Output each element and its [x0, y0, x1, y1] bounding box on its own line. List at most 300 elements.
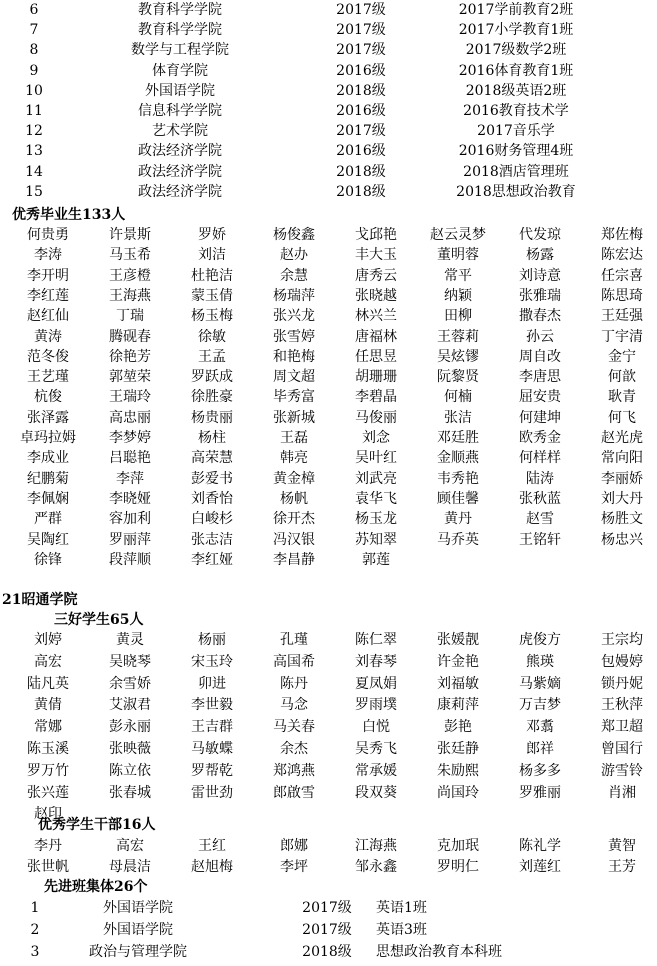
graduate-name: 唐福林: [355, 328, 397, 345]
graduate-name: 何楠: [444, 389, 472, 406]
cell-college: 政法经济学院: [138, 163, 222, 180]
graduate-name: 丁宇清: [601, 328, 643, 345]
advanced-class-row: [0, 920, 657, 940]
merit-student-name: 郑卫超: [601, 719, 643, 736]
graduate-name: 罗跃成: [191, 369, 233, 386]
cell-no: 14: [25, 163, 43, 180]
graduate-name: 吕聪艳: [109, 450, 151, 467]
merit-student-name: 康莉萍: [437, 697, 479, 714]
graduate-name: 何建坤: [519, 409, 561, 426]
graduate-name: 纪鹏菊: [27, 470, 69, 487]
graduate-name: 刘念: [362, 430, 390, 446]
graduate-name-row: [0, 327, 657, 347]
merit-student-name: 宋玉玲: [191, 653, 233, 670]
graduate-name: 孙云: [526, 328, 554, 345]
graduate-name: 刘武亮: [355, 470, 397, 487]
graduate-name: 李红莲: [27, 287, 69, 304]
merit-student-name: 张春城: [109, 784, 151, 801]
cell-class: 英语1班: [376, 900, 427, 916]
graduate-name: 陈思琦: [601, 287, 643, 304]
merit-student-name: 邓翥: [526, 719, 554, 736]
merit-student-name: 黄灵: [116, 632, 144, 648]
merit-student-name: 吴秀飞: [355, 741, 397, 757]
graduate-name: 白峻杉: [191, 511, 233, 528]
graduate-name: 陆涛: [526, 470, 554, 487]
cell-grade: 2016级: [336, 62, 386, 79]
graduate-name: 王廷强: [601, 308, 643, 325]
graduate-name: 袁华飞: [355, 490, 397, 507]
merit-student-name-row: [0, 717, 657, 737]
cell-no: 12: [25, 123, 43, 140]
cell-grade: 2017级: [336, 42, 386, 59]
graduate-name: 周自改: [519, 348, 561, 365]
advanced-class-row: [0, 942, 657, 962]
graduate-name: 何贵勇: [27, 227, 69, 243]
graduate-name-row: [0, 448, 657, 468]
graduate-name: 杭俊: [34, 389, 62, 406]
graduate-name: 张秋蓝: [519, 490, 561, 507]
graduate-name: 王磊: [280, 430, 308, 446]
graduate-name: 撒春杰: [519, 308, 561, 325]
graduate-name: 杜艳洁: [191, 267, 233, 284]
graduate-name: 张雅瑞: [519, 287, 561, 304]
graduate-name: 顾佳馨: [437, 490, 479, 507]
merit-student-name: 曾国行: [601, 741, 643, 757]
graduate-name: 李萍: [116, 470, 144, 487]
cell-no: 11: [25, 103, 43, 119]
award-class-row: [0, 101, 657, 121]
graduate-name: 徐开杰: [273, 511, 315, 528]
cell-class: 2016财务管理4班: [458, 143, 574, 160]
graduate-name: 杨玉龙: [355, 511, 397, 528]
graduate-name: 徐胜豪: [191, 389, 233, 406]
graduate-name: 丰大玉: [355, 247, 397, 264]
cell-no: 10: [25, 82, 43, 99]
merit-student-name: 马敏蝶: [191, 741, 233, 757]
cell-class: 2018级英语2班: [465, 82, 567, 99]
graduate-name-row: [0, 469, 657, 489]
graduate-name: 刘洁: [198, 247, 226, 264]
cell-no: 15: [25, 183, 43, 200]
cell-no: 6: [29, 2, 39, 18]
graduate-name-row: [0, 367, 657, 387]
merit-student-name: 夏凤娟: [355, 675, 397, 692]
cell-grade: 2017级: [336, 2, 386, 18]
graduate-name: 常平: [444, 267, 472, 284]
graduate-name: 吴叶红: [355, 450, 397, 467]
cell-college: 教育科学学院: [138, 22, 222, 39]
merit-student-name-row: [0, 630, 657, 650]
merit-student-name: 段双葵: [355, 784, 397, 801]
cell-grade: 2017级: [302, 922, 352, 938]
cell-class: 思想政治教育本科班: [376, 944, 502, 960]
merit-student-name: 罗帮乾: [191, 762, 233, 779]
graduate-name: 许景斯: [109, 227, 151, 243]
merit-student-name: 郎祥: [526, 741, 554, 757]
merit-student-name: 许金艳: [437, 653, 479, 670]
graduate-name: 余慧: [280, 267, 308, 284]
merit-student-name: 彭永丽: [109, 719, 151, 736]
graduate-name: 罗丽萍: [109, 531, 151, 548]
graduate-name: 王海燕: [109, 287, 151, 304]
cell-class: 英语3班: [376, 922, 427, 938]
advanced-class-row: [0, 898, 657, 918]
merit-student-name: 卯进: [198, 675, 226, 692]
merit-student-name: 李世毅: [191, 697, 233, 714]
merit-student-name: 张兴莲: [27, 784, 69, 801]
graduate-name: 任宗喜: [601, 267, 643, 284]
cadre-name: 郎娜: [280, 838, 308, 854]
award-class-row: [0, 0, 657, 20]
cell-no: 7: [29, 22, 39, 39]
graduate-name: 和艳梅: [273, 348, 315, 365]
graduate-name: 王铭轩: [519, 531, 561, 548]
merit-student-name: 王吉群: [191, 719, 233, 736]
graduate-name: 欧秀金: [519, 430, 561, 446]
graduate-name-row: [0, 245, 657, 265]
merit-student-name: 陈立依: [109, 762, 151, 779]
graduate-name: 阮黎贤: [437, 369, 479, 386]
merit-student-name: 万吉梦: [519, 697, 561, 714]
graduate-name: 代发琼: [519, 227, 561, 243]
cell-grade: 2016级: [336, 103, 386, 119]
graduate-name: 赵雪: [526, 511, 554, 528]
cell-no: 1: [30, 900, 40, 916]
merit-student-name: 肖湘: [608, 784, 636, 801]
merit-student-name: 陈玉溪: [27, 741, 69, 757]
graduate-name: 李丽娇: [601, 470, 643, 487]
cell-grade: 2016级: [336, 143, 386, 160]
cell-no: 2: [30, 922, 40, 938]
graduate-name: 耿青: [608, 389, 636, 406]
cell-grade: 2017级: [302, 900, 352, 916]
cadre-heading: 优秀学生干部16人: [38, 817, 156, 833]
cell-class: 2017学前教育2班: [458, 2, 574, 18]
graduate-name: 王艺瑾: [27, 369, 69, 386]
award-class-row: [0, 20, 657, 40]
merit-student-name-row: [0, 739, 657, 759]
merit-student-name: 包嫚婷: [601, 653, 643, 670]
graduate-name: 杨忠兴: [601, 531, 643, 548]
graduate-name: 张兴龙: [273, 308, 315, 325]
graduate-name: 徐敏: [198, 328, 226, 345]
merit-student-name: 锁丹妮: [601, 675, 643, 692]
graduate-name: 刘香怡: [191, 490, 233, 507]
graduate-name: 蒙玉倩: [191, 287, 233, 304]
merit-student-name-row: [0, 695, 657, 715]
graduate-name: 屈安贵: [519, 389, 561, 406]
graduate-name: 段萍顺: [109, 551, 151, 568]
graduate-name-row: [0, 387, 657, 407]
graduate-name: 王瑞玲: [109, 389, 151, 406]
graduate-name: 郭莲: [362, 551, 390, 568]
cadre-name-row: [0, 857, 657, 877]
merit-student-name: 张廷静: [437, 741, 479, 757]
graduate-name: 李唐思: [519, 369, 561, 386]
cadre-name: 李坪: [280, 858, 308, 875]
graduate-name: 丁瑞: [116, 308, 144, 325]
graduate-name-row: [0, 225, 657, 245]
merit-student-name: 刘福敏: [437, 675, 479, 692]
graduate-name: 冯汉银: [273, 531, 315, 548]
graduate-name: 徐艳芳: [109, 348, 151, 365]
graduate-name-row: [0, 266, 657, 286]
graduate-name: 杨柱: [198, 430, 226, 446]
graduate-name-row: [0, 509, 657, 529]
graduate-name: 郑佐梅: [601, 227, 643, 243]
cadre-name: 王芳: [608, 858, 636, 875]
graduate-name: 张洁: [444, 409, 472, 426]
graduate-name-row: [0, 408, 657, 428]
cell-college: 政法经济学院: [138, 183, 222, 200]
graduate-name: 陈宏达: [601, 247, 643, 264]
merit-student-name: 朱励熙: [437, 762, 479, 779]
graduate-name: 容加利: [109, 511, 151, 528]
graduate-name: 彭爱书: [191, 470, 233, 487]
graduate-name-row: [0, 489, 657, 509]
merit-student-name: 黄倩: [34, 697, 62, 714]
merit-student-name: 郑鸿燕: [273, 762, 315, 779]
cadre-name: 罗明仁: [437, 858, 479, 875]
cell-college: 艺术学院: [152, 123, 208, 140]
graduate-name: 李晓娅: [109, 490, 151, 507]
graduate-name: 张泽露: [27, 409, 69, 426]
merit-student-name: 白悦: [362, 719, 390, 736]
cadre-name: 陈礼学: [519, 838, 561, 854]
graduate-name: 邓廷胜: [437, 430, 479, 446]
graduate-name: 苏知翠: [355, 531, 397, 548]
graduate-name: 黄金樟: [273, 470, 315, 487]
merit-student-name: 罗雅丽: [519, 784, 561, 801]
cadre-name: 黄智: [608, 838, 636, 854]
merit-student-name: 张媛靓: [437, 632, 479, 648]
cell-no: 3: [30, 944, 40, 960]
graduate-name: 卓玛拉姆: [20, 430, 76, 446]
graduate-name: 罗娇: [198, 227, 226, 243]
merit-student-name: 常承媛: [355, 762, 397, 779]
cell-college: 信息科学学院: [138, 103, 222, 119]
graduate-name: 李梦婷: [109, 430, 151, 446]
cell-college: 政治与管理学院: [89, 944, 187, 960]
cell-class: 2016体育教育1班: [458, 62, 574, 79]
merit-student-name: 马念: [280, 697, 308, 714]
graduate-name: 吴炫镠: [437, 348, 479, 365]
award-class-row: [0, 81, 657, 101]
merit-student-name: 杨多多: [519, 762, 561, 779]
graduate-name: 王蓉莉: [437, 328, 479, 345]
graduate-name: 范冬俊: [27, 348, 69, 365]
graduate-name: 周文超: [273, 369, 315, 386]
graduate-name: 毕秀富: [273, 389, 315, 406]
merit-student-name: 余杰: [280, 741, 308, 757]
graduate-name: 杨玉梅: [191, 308, 233, 325]
cell-class: 2017音乐学: [477, 123, 555, 140]
graduate-name: 徐锋: [34, 551, 62, 568]
merit-heading: 三好学生65人: [54, 612, 144, 628]
merit-student-name: 刘婷: [34, 632, 62, 648]
merit-student-name: 郎啟雪: [273, 784, 315, 801]
graduate-name: 杨贵丽: [191, 409, 233, 426]
cadre-name-row: [0, 836, 657, 856]
cell-college: 教育科学学院: [138, 2, 222, 18]
merit-student-name: 尚国玲: [437, 784, 479, 801]
merit-student-name: 高国希: [273, 653, 315, 670]
graduate-name: 赵办: [280, 247, 308, 264]
graduate-name: 严群: [34, 511, 62, 528]
graduate-name: 杨俊鑫: [273, 227, 315, 243]
graduate-name: 马乔英: [437, 531, 479, 548]
merit-student-name: 罗万竹: [27, 762, 69, 779]
cadre-name: 邹永鑫: [355, 858, 397, 875]
cell-class: 2016教育技术学: [463, 103, 569, 119]
cell-college: 外国语学院: [103, 900, 173, 916]
graduate-name-row: [0, 550, 657, 570]
merit-student-name: 赵印: [34, 806, 62, 823]
merit-student-name: 吴晓琴: [109, 653, 151, 670]
graduate-name: 金顺燕: [437, 450, 479, 467]
merit-student-name-row: [0, 674, 657, 694]
cell-grade: 2018级: [336, 183, 386, 200]
graduate-name: 郭堃荣: [109, 369, 151, 386]
merit-student-name: 杨丽: [198, 632, 226, 648]
merit-student-name: 孔瑾: [280, 632, 308, 648]
graduate-name-row: [0, 347, 657, 367]
cell-grade: 2018级: [336, 163, 386, 180]
graduate-name: 赵光虎: [601, 430, 643, 446]
award-class-row: [0, 61, 657, 81]
cell-college: 数学与工程学院: [131, 42, 229, 59]
graduate-name: 刘诗意: [519, 267, 561, 284]
award-class-row: [0, 182, 657, 202]
graduate-name: 赵云灵梦: [430, 227, 486, 243]
cadre-name: 母晨洁: [109, 858, 151, 875]
merit-student-name: 陆凡英: [27, 675, 69, 692]
graduate-name: 田柳: [444, 308, 472, 325]
merit-student-name-row: [0, 652, 657, 672]
graduate-name: 戈邱艳: [355, 227, 397, 243]
college-heading: 21昭通学院: [2, 592, 78, 608]
graduates-heading: 优秀毕业生133人: [12, 207, 126, 223]
graduate-name: 杨胜文: [601, 511, 643, 528]
cell-class: 2017级数学2班: [465, 42, 567, 59]
graduate-name: 杨瑞萍: [273, 287, 315, 304]
cadre-name: 刘莲红: [519, 858, 561, 875]
graduate-name: 张晓越: [355, 287, 397, 304]
graduate-name: 金宁: [608, 348, 636, 365]
graduate-name: 林兴兰: [355, 308, 397, 325]
merit-student-name: 刘春琴: [355, 653, 397, 670]
graduate-name: 黄丹: [444, 511, 472, 528]
graduate-name: 李昌静: [273, 551, 315, 568]
merit-student-name: 罗雨墣: [355, 697, 397, 714]
cadre-name: 赵旭梅: [191, 858, 233, 875]
graduate-name: 纳颖: [444, 287, 472, 304]
cadre-name: 张世帆: [27, 858, 69, 875]
cell-class: 2018酒店管理班: [463, 163, 569, 180]
graduate-name: 黄涛: [34, 328, 62, 345]
graduate-name: 何样样: [519, 450, 561, 467]
cadre-name: 王红: [198, 838, 226, 854]
graduate-name: 马玉希: [109, 247, 151, 264]
graduate-name: 杨帆: [280, 490, 308, 507]
graduate-name: 马俊丽: [355, 409, 397, 426]
cadre-name: 江海燕: [355, 838, 397, 854]
merit-student-name: 雷世劲: [191, 784, 233, 801]
merit-student-name: 艾淑君: [109, 697, 151, 714]
merit-student-name: 游雪铃: [601, 762, 643, 779]
merit-student-name: 常娜: [34, 719, 62, 736]
graduate-name: 韦秀艳: [437, 470, 479, 487]
merit-student-name: 王宗均: [601, 632, 643, 648]
graduate-name-row: [0, 530, 657, 550]
cell-no: 13: [25, 143, 43, 160]
graduate-name: 李开明: [27, 267, 69, 284]
award-class-row: [0, 141, 657, 161]
cell-grade: 2017级: [336, 22, 386, 39]
cell-college: 政法经济学院: [138, 143, 222, 160]
graduate-name: 李涛: [34, 247, 62, 264]
merit-student-name: 张映薇: [109, 741, 151, 757]
graduate-name: 王孟: [198, 348, 226, 365]
graduate-name: 何飞: [608, 409, 636, 426]
graduate-name: 张新城: [273, 409, 315, 426]
award-class-row: [0, 162, 657, 182]
graduate-name: 赵红仙: [27, 308, 69, 325]
merit-student-name: 马关春: [273, 719, 315, 736]
advanced-class-heading: 先进班集体26个: [44, 879, 148, 895]
cell-college: 体育学院: [152, 62, 208, 79]
graduate-name: 张雪婷: [273, 328, 315, 345]
merit-student-name-row: [0, 783, 657, 803]
cadre-name: 克加珉: [437, 838, 479, 854]
cell-grade: 2018级: [302, 944, 352, 960]
graduate-name: 董明蓉: [437, 247, 479, 264]
graduate-name: 高荣慧: [191, 450, 233, 467]
cell-grade: 2018级: [336, 82, 386, 99]
graduate-name: 杨露: [526, 247, 554, 264]
merit-student-name: 陈丹: [280, 675, 308, 692]
graduate-name: 常向阳: [601, 450, 643, 467]
graduate-name: 任思昱: [355, 348, 397, 365]
merit-student-name: 熊瑛: [526, 653, 554, 670]
cell-no: 8: [29, 42, 39, 59]
award-class-row: [0, 40, 657, 60]
graduate-name: 腾砚春: [109, 328, 151, 345]
graduate-name: 刘大丹: [601, 490, 643, 507]
merit-student-name: 彭艳: [444, 719, 472, 736]
graduate-name: 韩亮: [280, 450, 308, 467]
graduate-name: 高忠丽: [109, 409, 151, 426]
cell-college: 外国语学院: [103, 922, 173, 938]
graduate-name: 胡珊珊: [355, 369, 397, 386]
graduate-name: 张志洁: [191, 531, 233, 548]
cell-class: 2017小学教育1班: [458, 22, 574, 39]
merit-student-name: 虎俊方: [519, 632, 561, 648]
graduate-name: 王彦橙: [109, 267, 151, 284]
graduate-name-row: [0, 286, 657, 306]
cell-college: 外国语学院: [145, 82, 215, 99]
graduate-name: 吴陶红: [27, 531, 69, 548]
graduate-name: 唐秀云: [355, 267, 397, 284]
cell-class: 2018思想政治教育: [456, 183, 576, 200]
graduate-name-row: [0, 306, 657, 326]
cell-grade: 2017级: [336, 123, 386, 140]
cell-no: 9: [29, 62, 39, 79]
merit-student-name: 余雪娇: [109, 675, 151, 692]
merit-student-name: 王秋萍: [601, 697, 643, 714]
merit-student-name-row: [0, 761, 657, 781]
graduate-name-row: [0, 428, 657, 448]
